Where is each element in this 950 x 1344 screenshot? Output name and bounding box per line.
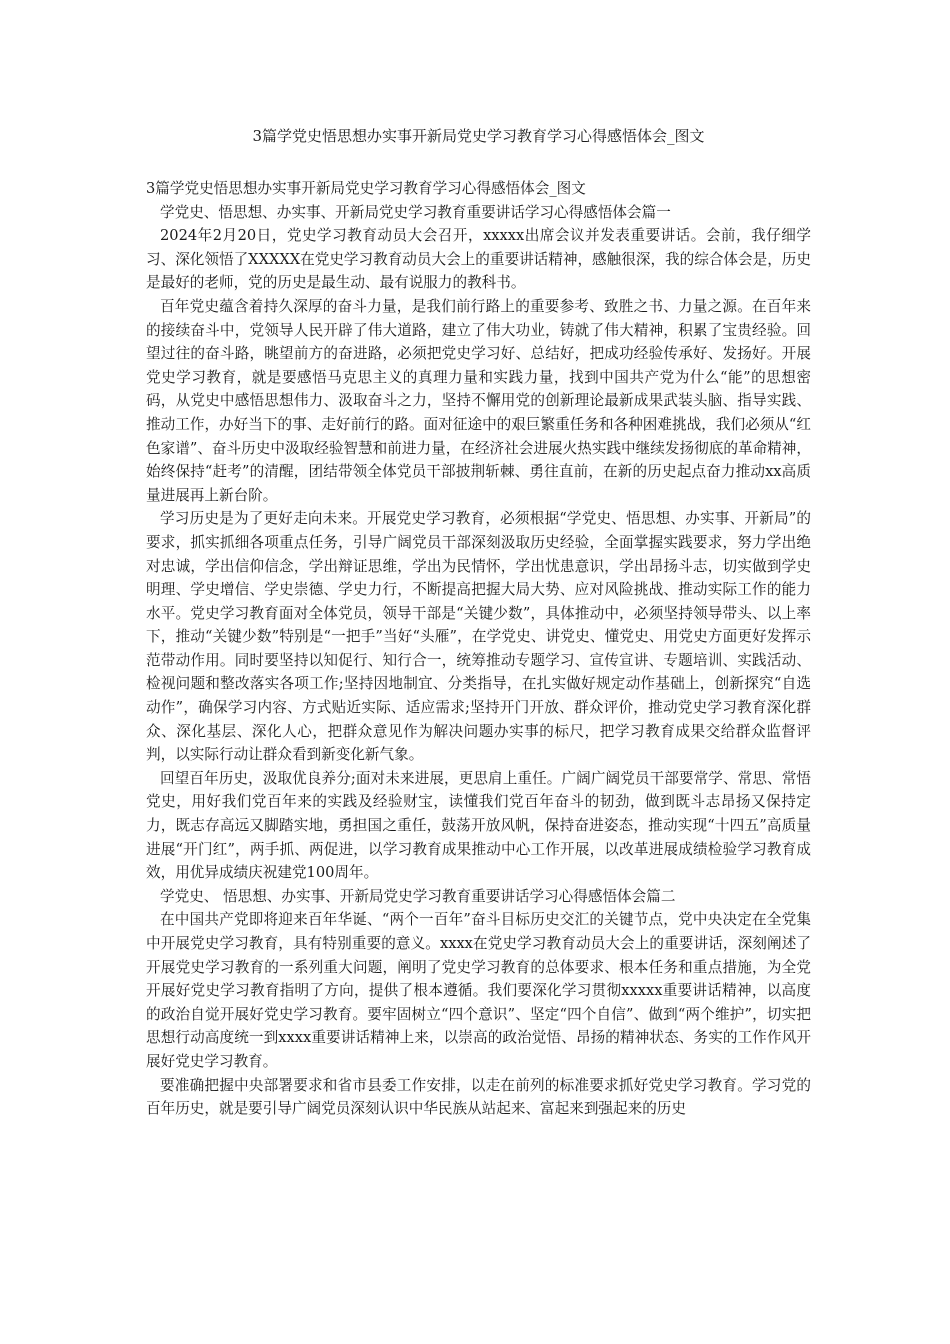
section-heading-1: 学党史、悟思想、办实事、开新局党史学习教育重要讲话学习心得感悟体会篇一	[160, 203, 671, 221]
document-body	[146, 177, 811, 1121]
paragraph-2: 百年党史蕴含着持久深厚的奋斗力量，是我们前行路上的重要参考、致胜之书、力量之源。在百年来的接续奋斗中，党领导人民开辟了伟大道路，建立了伟大功业，铸就了伟大精神，积累了宝贵经验。回望过往的奋斗路，眺望前方的奋进路，必须把党史学习好、总结好，把成功经验传承好、发扬好。开展党史学习教育，就是要感悟马克思主义的真理力量和实践力量，找到中国共产党为什么“能”的思想密码，从党史中感悟思想伟力、汲取奋斗之力，坚持不懈用党的创新理论最新成果武装头脑、指导实践、推动工作，办好当下的事、走好前行的路。面对征途中的艰巨繁重任务和各种困难挑战，我们必须从“红色家谱”、奋斗历史中汲取经验智慧和前进力量，在经济社会进展火热实践中继续发扬彻底的革命精神，始终保持“赶考”的清醒，团结带领全体党员干部披荆斩棘、勇往直前，在新的历史起点奋力推动xx高质量进展再上新台阶。	[146, 297, 811, 504]
paragraph-4: 回望百年历史，汲取优良养分;面对未来进展，更思肩上重任。广阔广阔党员干部要常学、常思、常悟党史，用好我们党百年来的实践及经验财宝，读懂我们党百年奋斗的韧劲，做到既斗志昂扬又保持定力，既志存高远又脚踏实地，勇担国之重任，鼓荡开放风帆，保持奋进姿态，推动实现“十四五”高质量进展“开门红”，两手抓、两促进，以学习教育成果推动中心工作开展，以改革进展成绩检验学习教育成效，用优异成绩庆祝建党100周年。	[146, 769, 811, 882]
document-subtitle: 3篇学党史悟思想办实事开新局党史学习教育学习心得感悟体会_图文	[146, 180, 586, 197]
paragraph-5: 在中国共产党即将迎来百年华诞、“两个一百年”奋斗目标历史交汇的关键节点，党中央决定在全党集中开展党史学习教育，具有特别重要的意义。xxxx在党史学习教育动员大会上的重要讲话，深刻阐述了开展党史学习教育的一系列重大问题，阐明了党史学习教育的总体要求、根本任务和重点措施，为全党开展好党史学习教育指明了方向，提供了根本遵循。我们要深化学习贯彻xxxxx重要讲话精神，以高度的政治自觉开展好党史学习教育。要牢固树立“四个意识”、坚定“四个自信”、做到“两个维护”，切实把思想行动高度统一到xxxx重要讲话精神上来，以崇高的政治觉悟、昂扬的精神状态、务实的工作作风开展好党史学习教育。	[146, 911, 811, 1070]
section-heading-2: 学党史、 悟思想、办实事、开新局党史学习教育重要讲话学习心得感悟体会篇二	[160, 887, 676, 905]
paragraph-1: 2024年2月20日，党史学习教育动员大会召开，xxxxx出席会议并发表重要讲话。会前，我仔细学习、深化领悟了XXXXX在党史学习教育动员大会上的重要讲话精神，感触很深，我的综合体会是，历史是最好的老师，党的历史是最生动、最有说服力的教科书。	[146, 227, 811, 292]
document-title: 3篇学党史悟思想办实事开新局党史学习教育学习心得感悟体会_图文	[252, 127, 705, 145]
paragraph-3: 学习历史是为了更好走向未来。开展党史学习教育，必须根据“学党史、悟思想、办实事、开新局”的要求，抓实抓细各项重点任务，引导广阔党员干部深刻汲取历史经验，全面掌握实践要求，努力学出绝对忠诚，学出信仰信念，学出辩证思维，学出为民情怀，学出忧患意识，学出昂扬斗志，切实做到学史明理、学史增信、学史崇德、学史力行，不断提高把握大局大势、应对风险挑战、推动实际工作的能力水平。党史学习教育面对全体党员，领导干部是“关键少数”，具体推动中，必须坚持领导带头、以上率下，推动“关键少数”特别是“一把手”当好“头雁”，在学党史、讲党史、懂党史、用党史方面更好发挥示范带动作用。同时要坚持以知促行、知行合一，统筹推动专题学习、宣传宣讲、专题培训、实践活动、检视问题和整改落实各项工作;坚持因地制宜、分类指导，在扎实做好规定动作基础上，创新探究“自选动作”，确保学习内容、方式贴近实际、适应需求;坚持开门开放、群众评价，推动党史学习教育深化群众、深化基层、深化人心，把群众意见作为解决问题办实事的标尺，把学习教育成果交给群众监督评判，以实际行动让群众看到新变化新气象。	[146, 510, 811, 764]
paragraph-6: 要准确把握中央部署要求和省市县委工作安排，以走在前列的标准要求抓好党史学习教育。学习党的百年历史，就是要引导广阔党员深刻认识中华民族从站起来、富起来到强起来的历史	[146, 1076, 811, 1118]
